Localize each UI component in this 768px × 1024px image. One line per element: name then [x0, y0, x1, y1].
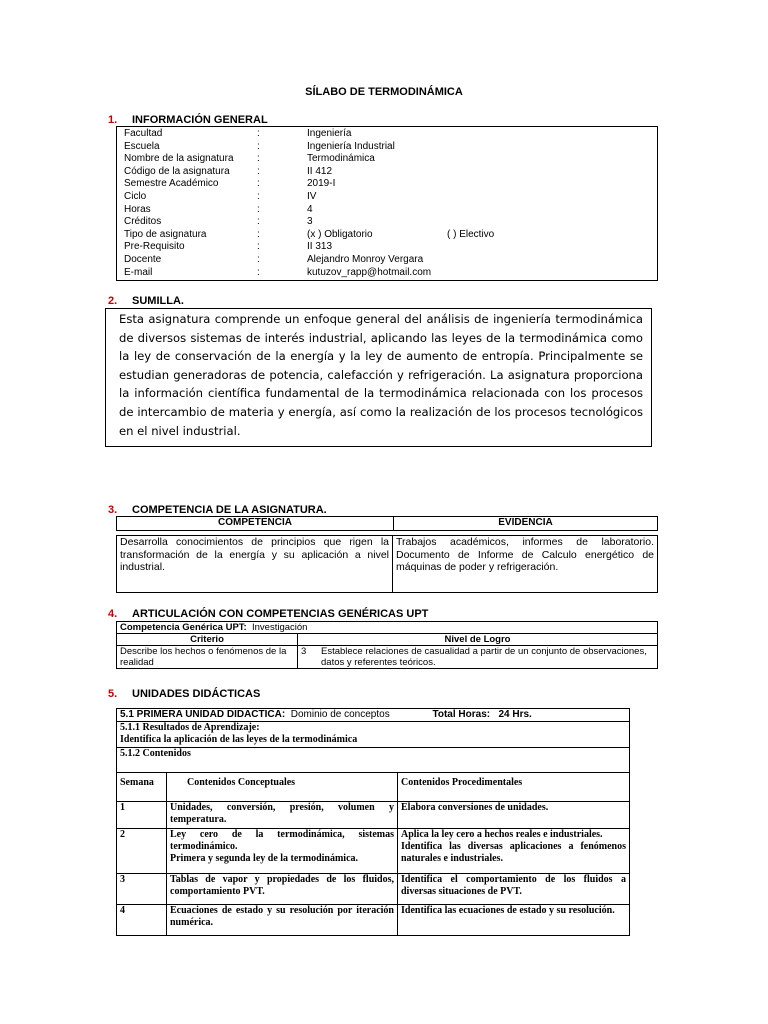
generica-table — [116, 621, 658, 669]
section-2-heading — [108, 295, 184, 307]
page-title: SÍLABO DE TERMODINÁMICA — [305, 86, 463, 98]
nivel-number-cell: 3 — [298, 646, 319, 669]
section-1-heading — [108, 114, 268, 126]
section-5-heading — [108, 688, 260, 700]
nivel-header: Nivel de Logro — [298, 634, 658, 646]
section-label: ARTICULACIÓN CON COMPETENCIAS GENÉRICAS UPT — [132, 608, 429, 620]
info-row-facultad: Facultad : Ingeniería — [124, 128, 352, 139]
criterio-cell: Describe los hechos o fenómenos de la realidad — [117, 646, 298, 669]
competencia-cell: Desarrolla conocimientos de principios que rigen la transformación de la energía y su aplicación a nivel industrial. — [117, 536, 393, 593]
conceptuales-col-header: Contenidos Conceptuales — [167, 773, 398, 802]
unidad-table — [116, 708, 630, 936]
logro-cell: Establece relaciones de casualidad a partir de un conjunto de observaciones, datos y referentes teóricos. — [318, 646, 658, 669]
general-info-list — [124, 128, 494, 279]
unidad-header-row: 5.1 PRIMERA UNIDAD DIDACTICA: Dominio de conceptos Total Horas: 24 Hrs. — [117, 709, 630, 722]
generica-label-cell: Competencia Genérica UPT: Investigación — [117, 622, 658, 634]
section-number: 2. — [108, 295, 118, 307]
table-row: 3 Tablas de vapor y propiedades de los fluidos, comportamiento PVT. Identifica el comportamiento de los fluidos a diversas situaciones de PVT. — [117, 874, 630, 905]
table-row: 2 Ley cero de la termodinámica, sistemas termodinámico. Primera y segunda ley de la termodinámica. Aplica la ley cero a hechos reales e industriales. Identifica las diversas aplicaciones a fenómenos naturales e industriales. — [117, 829, 630, 874]
section-label: COMPETENCIA DE LA ASIGNATURA. — [132, 504, 327, 516]
info-row-prereq: Pre-Requisito : II 313 — [124, 241, 333, 253]
info-row-horas: Horas : 4 — [124, 203, 313, 215]
competencia-header-table — [116, 516, 658, 531]
contenidos-title-row: 5.1.2 Contenidos — [117, 748, 630, 773]
info-row-codigo: Código de la asignatura : II 412 — [124, 165, 333, 177]
semana-col-header: Semana — [117, 773, 167, 802]
sumilla-box — [105, 308, 652, 447]
info-row-email: E-mail : kutuzov_rapp@hotmail.com — [124, 266, 432, 278]
competencia-table — [116, 535, 658, 593]
table-row: 4 Ecuaciones de estado y su resolución por iteración numérica. Identifica las ecuaciones de estado y su resolución. — [117, 905, 630, 936]
section-label: INFORMACIÓN GENERAL — [132, 114, 268, 126]
evidencia-col-header: EVIDENCIA — [394, 517, 658, 531]
info-row-escuela: Escuela : Ingeniería Industrial — [124, 140, 395, 152]
section-number: 4. — [108, 608, 118, 620]
competencia-col-header: COMPETENCIA — [117, 517, 394, 531]
procedimentales-col-header: Contenidos Procedimentales — [398, 773, 630, 802]
section-label: UNIDADES DIDÁCTICAS — [132, 688, 261, 700]
info-row-tipo: Tipo de asignatura : (x ) Obligatorio ( ) Electivo — [124, 228, 495, 240]
evidencia-cell: Trabajos académicos, informes de laboratorio. Documento de Informe de Calculo energético de máquinas de poder y refrigeración. — [393, 536, 658, 593]
section-number: 1. — [108, 114, 118, 126]
general-info-box — [116, 126, 658, 281]
info-row-ciclo: Ciclo : IV — [124, 190, 317, 202]
section-number: 5. — [108, 688, 118, 700]
info-row-nombre: Nombre de la asignatura : Termodinámica — [124, 153, 375, 165]
sumilla-text: Esta asignatura comprende un enfoque general del análisis de ingeniería termodinámica de diversos sistemas de interés industrial, aplicando las leyes de la termodinámica como la ley de conservación de la energía y la ley de aumento de entropía. Principalmente se estudian generadoras de potencia, calefacción y refrigeración. La asignatura proporciona la información científica fundamental de la termodinámica relacionada con los procesos de intercambio de materia y energía, así como la realización de los procesos tecnológicos en el nivel industrial. — [119, 312, 643, 438]
info-row-docente: Docente : Alejandro Monroy Vergara — [124, 253, 424, 265]
section-label: SUMILLA. — [132, 295, 184, 307]
criterio-header: Criterio — [117, 634, 298, 646]
info-row-semestre: Semestre Académico : 2019-I — [124, 178, 336, 190]
table-row: 1 Unidades, conversión, presión, volumen y temperatura. Elabora conversiones de unidades. — [117, 802, 630, 829]
info-row-creditos: Créditos : 3 — [124, 216, 313, 228]
resultados-row: 5.1.1 Resultados de Aprendizaje: Identifica la aplicación de las leyes de la termodinámica — [117, 722, 630, 748]
section-4-heading — [108, 608, 428, 620]
section-number: 3. — [108, 504, 118, 516]
section-3-heading — [108, 504, 327, 516]
